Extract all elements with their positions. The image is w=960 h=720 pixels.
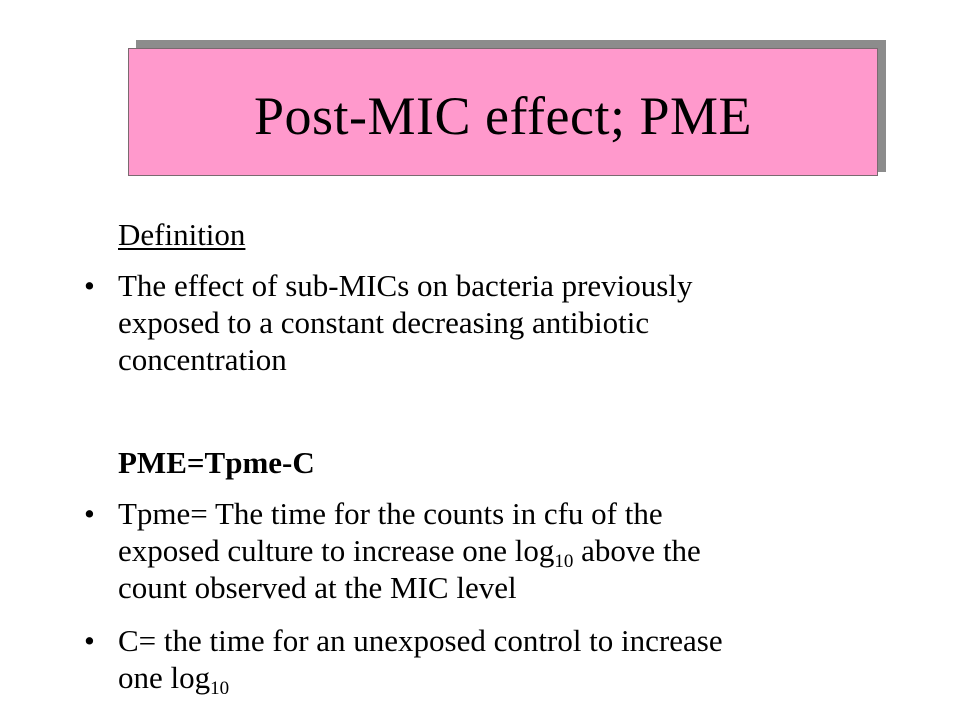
pme-formula: PME=Tpme-C — [118, 445, 315, 480]
definition-heading: Definition — [118, 217, 246, 252]
log-subscript: 10 — [554, 551, 574, 572]
title-box — [128, 48, 878, 176]
bullet1-line2: exposed to a constant decreasing antibiotic — [118, 305, 650, 340]
bullet-marker-3: • — [84, 623, 95, 658]
bullet2-line3: count observed at the MIC level — [118, 570, 517, 605]
bullet2-line2-text: exposed culture to increase one log — [118, 533, 555, 568]
bullet3-line1: C= the time for an unexposed control to increase — [118, 623, 723, 658]
bullet-marker-1: • — [84, 268, 95, 303]
bullet3-line2-text: one log — [118, 660, 211, 695]
bullet3-line2 — [118, 660, 230, 699]
bullet1-line3: concentration — [118, 342, 287, 377]
bullet2-line1: Tpme= The time for the counts in cfu of the — [118, 496, 663, 531]
bullet-marker-2: • — [84, 496, 95, 531]
bullet2-line2-tail: above the — [573, 533, 701, 568]
bullet2-line2 — [118, 533, 701, 572]
slide-title: Post-MIC effect; PME — [254, 86, 752, 146]
log-subscript: 10 — [210, 678, 230, 699]
bullet1-line1: The effect of sub-MICs on bacteria previously — [118, 268, 693, 303]
